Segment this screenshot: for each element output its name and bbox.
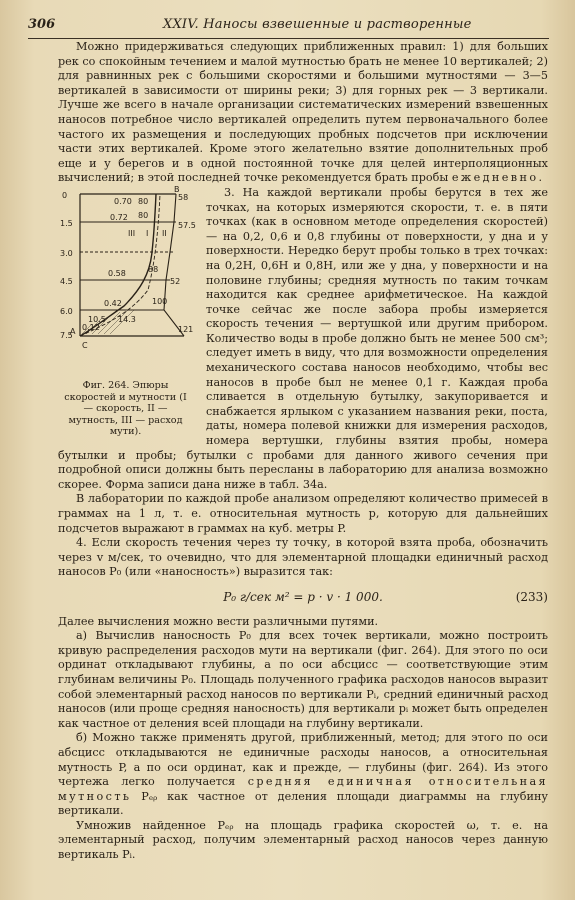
depth-label-4: 6.0 [60,306,73,316]
turbidity-label-3: 52 [170,276,181,286]
depth-label-0: 0 [62,190,68,200]
paragraph-1-spaced: ежедневно. [451,171,545,185]
paragraph-4: 4. Если скорость течения через ту точку, в которой взята проба, обозначить через v м/сек, то очевидно, что для элементарной площадки единичный расход наносов P₀ (или «наносность») выразится так: [58,536,548,579]
paragraph-2: 3. На каждой вертикали пробы берутся в тех же точках, на которых измеряются скорости, т. е. в пяти точках (как в основном методе определения скоростей) — на 0,2, 0,6 и 0,8 глубины от поверхности, у дна и у поверхности. Нередко берут пробы только в трех точках: на 0,2H, 0,6H и 0,8H, или же у дна, у поверхности и на половине глубины; средняя мутность по таким точкам находится как среднее арифметическое. На каждой точке сейчас же после забора пробы измеряется скорость течения — вертушкой или другим прибором. Количество воды в пробе должно быть не менее 500 см³; следует иметь в виду, что для возможности определения механического состава наносов необходимо, чтобы вес наносов в пробе был не менее 0,1 г. Каждая проба сливается в отдельную бутылку, закупоривается и снабжается ярлыком с указанием названия реки, поста, даты, номера полевой книжки для измерения расходов, номера вертушки, глубины взятия пробы, номера бутылки и пробы; бутылки с пробами для данного живого сечения при подробной описи должны быть пересланы в лабораторию для анализа возможно скорее. Форма записи дана ниже в табл. 34а. [58,185,548,491]
turbidity-label-2: 57.5 [178,220,196,230]
letter-c: C [82,340,88,350]
paragraph-7-text-b: Pₑᵨ как частное от деления площади диаграммы на глубину вертикали. [58,789,548,818]
formula-233 [58,590,548,605]
formula-text: P₀ г/сек м² = p · v · 1 000. [223,589,383,604]
curve-label-2: II [162,228,167,238]
formula-number: (233) [515,589,548,604]
running-title: XXIV. Наносы взвешенные и растворенные [163,17,472,32]
depth-label-5: 7.5 [60,330,73,340]
velocity-label-5: 0.12 [82,322,100,332]
bottom-value-2: 14.3 [118,314,136,324]
mid-value-2: 80 [138,210,149,220]
curve-label-1: I [146,228,149,238]
page-body [58,40,548,863]
paragraph-7-text-a: б) Можно также применять другой, приближенный, метод; для этого по оси абсцисс откладываются не единичные расходы наносов, а относительная мутность P, а по оси ординат, как и прежде, — глубины (фиг. 264). Из этого чертежа легко получается [58,731,548,789]
velocity-label-1: 0.70 [114,196,132,206]
page-number: 306 [28,17,56,32]
depth-label-1: 1.5 [60,218,73,228]
paragraph-5: Далее вычисления можно вести различными путями. [58,614,379,628]
page-header [28,14,549,39]
paragraph-6: а) Вычислив наносность P₀ для всех точек вертикали, можно построить кривую распределения расходов мути на вертикали (фиг. 264). Для этого по оси ординат откладывают глубины, а по оси абсцисс — соответствующие этим глубинам величины P₀. Площадь полученного графика расходов наносов выразит собой элементарный расход наносов по вертикали Pᵢ, средний единичный расход наносов (или проще средняя наносность) для вертикали pᵢ может быть определен как частное от деления всей площади на глубину вертикали. [58,629,548,730]
turbidity-curve [164,194,184,336]
velocity-label-3: 0.58 [108,268,126,278]
depth-label-3: 4.5 [60,276,73,286]
paragraph-7-spaced: средняя единичная относительная мутность [58,775,548,803]
turbidity-label-4: 88 [148,264,159,274]
curve-label-3: III [128,228,136,238]
velocity-label-4: 0.42 [104,298,122,308]
mid-value-1: 80 [138,196,149,206]
paragraph-1-text: Можно придерживаться следующих приближенных правил: 1) для больших рек со спокойным течением и малой мутностью брать не менее 10 вертикалей; 2) для равнинных рек с большими скоростями и большими мутностями — 3—5 вертикалей в зависимости от ширины реки; 3) для горных рек — 3 вертикали. Лучше же всего в начале организации систематических измерений взвешенных наносов потребное число вертикалей определить путем первоначального более частого их размещения и последующих пробных подсчетов при исключении части этих вертикалей. Кроме этого желательно взятие дополнительных проб еще и у берегов и в одной постоянной точке для целей интерполяционных вычислений; в этой последней точке рекомендуется брать пробы [58,40,548,185]
paragraph-1 [58,40,548,186]
turbidity-label-5: 100 [152,296,168,306]
figure-264 [58,186,198,444]
bottom-value-1: 10.5 [88,314,106,324]
paragraph-3: В лаборатории по каждой пробе анализом определяют количество примесей в граммах на 1 л, т. е. относительная мутность p, которую для дальнейших подсчетов выражают в граммах на куб. метры P. [58,492,548,535]
paragraph-7 [58,731,548,819]
turbidity-label-1: 58 [178,192,189,202]
letter-top: B [174,185,180,194]
velocity-label-2: 0.72 [110,212,128,222]
letter-a: A [70,326,76,336]
paragraph-8: Умножив найденное Pₑᵨ на площадь графика скоростей ω, т. е. на элементарный расход, получим элементарный расход наносов через данную вертикаль Pᵢ. [58,818,548,862]
depth-label-2: 3.0 [60,248,73,258]
figure-caption: Фиг. 264. Эпюры скоростей и мутности (I — скорость, II — мутность, III — расход мути). [64,379,187,438]
turbidity-label-6: 121 [178,324,194,334]
velocity-turbidity-diagram [58,186,198,376]
